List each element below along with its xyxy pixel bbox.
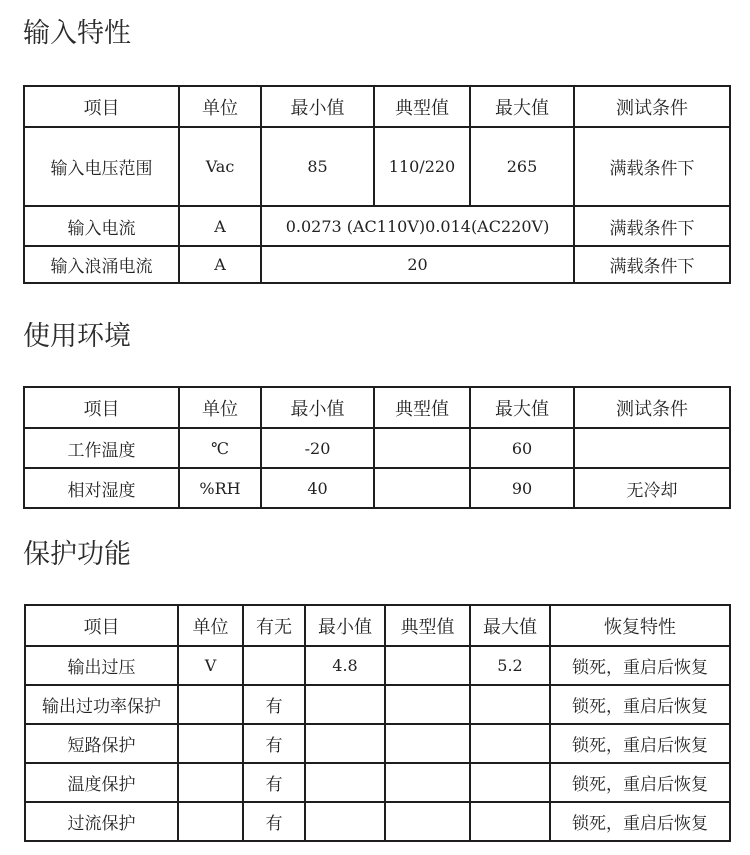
item-cell: 输出过功率保护 [25, 685, 178, 724]
header-cell: 项目 [25, 605, 178, 646]
table-header-row [25, 605, 730, 646]
has-cell: 有 [243, 685, 305, 724]
typ-cell: 110/220 [374, 127, 470, 206]
max-cell: 265 [470, 127, 574, 206]
has-cell [243, 646, 305, 685]
typ-cell [385, 724, 470, 763]
min-cell [305, 685, 385, 724]
unit-cell [178, 685, 243, 724]
item-cell: 输出过压 [25, 646, 178, 685]
table-row [24, 428, 730, 468]
max-cell: 90 [470, 468, 574, 508]
table-header-row [24, 86, 730, 127]
condition-cell: 满载条件下 [574, 127, 730, 206]
max-cell: 5.2 [470, 646, 550, 685]
unit-cell [178, 802, 243, 841]
header-cell: 典型值 [374, 387, 470, 428]
header-cell: 最大值 [470, 605, 550, 646]
condition-cell: 满载条件下 [574, 206, 730, 246]
unit-cell: Vac [179, 127, 261, 206]
condition-cell [574, 428, 730, 468]
input-spec-table [23, 85, 731, 284]
min-cell: 4.8 [305, 646, 385, 685]
typ-cell [374, 468, 470, 508]
table-row [24, 127, 730, 206]
header-cell: 最小值 [305, 605, 385, 646]
typ-cell [385, 685, 470, 724]
section-title-protection: 保护功能 [23, 539, 131, 570]
has-cell: 有 [243, 724, 305, 763]
table-row [25, 724, 730, 763]
item-cell: 输入浪涌电流 [24, 246, 179, 283]
unit-cell [178, 724, 243, 763]
typ-cell [374, 428, 470, 468]
recovery-cell: 锁死，重启后恢复 [550, 646, 730, 685]
item-cell: 工作温度 [24, 428, 179, 468]
recovery-cell: 锁死，重启后恢复 [550, 802, 730, 841]
max-cell [470, 802, 550, 841]
unit-cell: V [178, 646, 243, 685]
table-row [25, 763, 730, 802]
header-cell: 最小值 [261, 387, 374, 428]
condition-cell: 无冷却 [574, 468, 730, 508]
recovery-cell: 锁死，重启后恢复 [550, 763, 730, 802]
item-cell: 过流保护 [25, 802, 178, 841]
min-cell [305, 802, 385, 841]
item-cell: 输入电压范围 [24, 127, 179, 206]
table-row [25, 802, 730, 841]
has-cell: 有 [243, 763, 305, 802]
item-cell: 相对湿度 [24, 468, 179, 508]
min-cell: 85 [261, 127, 374, 206]
header-cell: 项目 [24, 387, 179, 428]
unit-cell: A [179, 206, 261, 246]
environment-spec-table [23, 386, 731, 509]
max-cell [470, 724, 550, 763]
typ-cell [385, 802, 470, 841]
recovery-cell: 锁死，重启后恢复 [550, 685, 730, 724]
header-cell: 项目 [24, 86, 179, 127]
table-row [24, 468, 730, 508]
min-cell [305, 724, 385, 763]
max-cell [470, 685, 550, 724]
table-header-row [24, 387, 730, 428]
item-cell: 温度保护 [25, 763, 178, 802]
protection-spec-table [24, 604, 731, 842]
header-cell: 典型值 [374, 86, 470, 127]
header-cell: 有无 [243, 605, 305, 646]
unit-cell: %RH [179, 468, 261, 508]
header-cell: 单位 [178, 605, 243, 646]
header-cell: 恢复特性 [550, 605, 730, 646]
item-cell: 短路保护 [25, 724, 178, 763]
header-cell: 最大值 [470, 86, 574, 127]
section-title-environment: 使用环境 [23, 321, 131, 352]
header-cell: 测试条件 [574, 86, 730, 127]
min-cell: 40 [261, 468, 374, 508]
max-cell [470, 763, 550, 802]
table-row [24, 206, 730, 246]
table-row [25, 646, 730, 685]
condition-cell: 满载条件下 [574, 246, 730, 283]
header-cell: 测试条件 [574, 387, 730, 428]
table-row [24, 246, 730, 283]
header-cell: 典型值 [385, 605, 470, 646]
typ-cell [385, 763, 470, 802]
min-cell [305, 763, 385, 802]
has-cell: 有 [243, 802, 305, 841]
max-cell: 60 [470, 428, 574, 468]
header-cell: 最大值 [470, 387, 574, 428]
unit-cell: ℃ [179, 428, 261, 468]
header-cell: 最小值 [261, 86, 374, 127]
recovery-cell: 锁死，重启后恢复 [550, 724, 730, 763]
merged-value-cell: 0.0273 (AC110V)0.014(AC220V) [261, 206, 574, 246]
merged-value-cell: 20 [261, 246, 574, 283]
unit-cell: A [179, 246, 261, 283]
header-cell: 单位 [179, 387, 261, 428]
header-cell: 单位 [179, 86, 261, 127]
section-title-input: 输入特性 [23, 18, 131, 49]
item-cell: 输入电流 [24, 206, 179, 246]
min-cell: -20 [261, 428, 374, 468]
table-row [25, 685, 730, 724]
unit-cell [178, 763, 243, 802]
typ-cell [385, 646, 470, 685]
